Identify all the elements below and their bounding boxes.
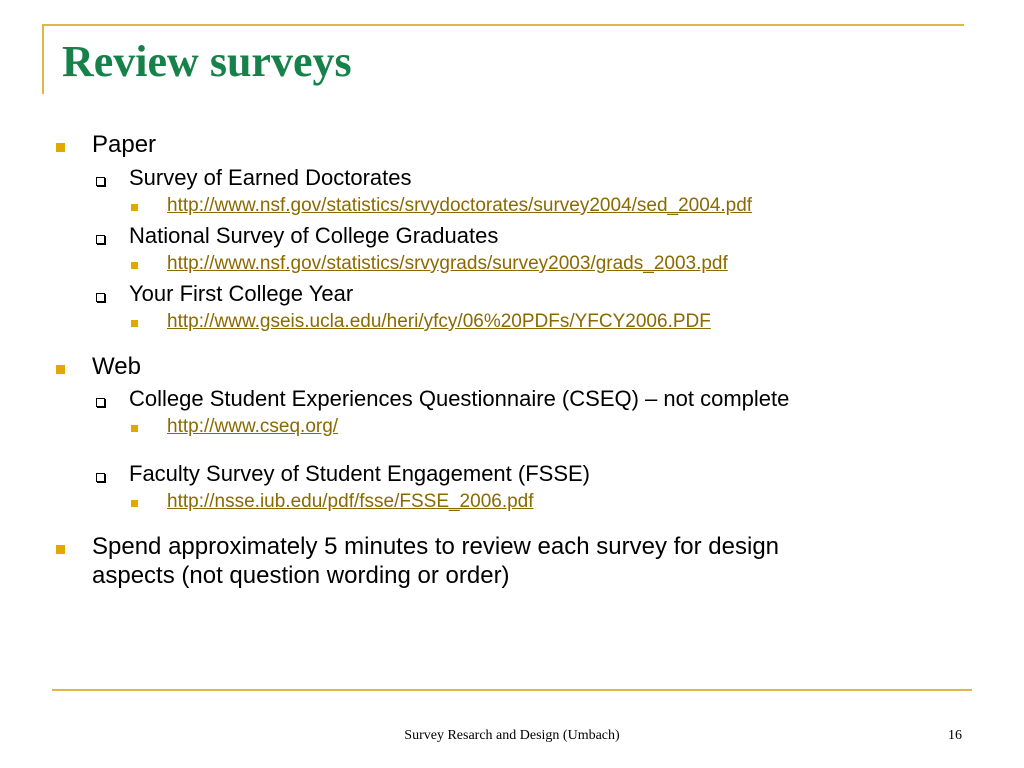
survey-earned-doctorates: Survey of Earned Doctorates (129, 165, 412, 190)
bullet-small-square-icon (131, 425, 138, 432)
bullet-square-icon (56, 365, 65, 374)
bullet-small-square-icon (131, 320, 138, 327)
footer-text: Survey Resarch and Design (Umbach) (404, 728, 620, 743)
bullet-small-square-icon (131, 262, 138, 269)
top-border-line (42, 24, 964, 26)
bullet-square-icon (56, 143, 65, 152)
cseq-questionnaire: College Student Experiences Questionnaire (CSEQ) – not complete (129, 386, 790, 411)
link-yfcy-2006[interactable]: http://www.gseis.ucla.edu/heri/yfcy/06%20PDFs/YFCY2006.PDF (167, 311, 711, 332)
checkbox-bullet-icon (96, 177, 105, 186)
checkbox-bullet-icon (96, 398, 105, 407)
fsse-survey: Faculty Survey of Student Engagement (FSSE) (129, 461, 591, 486)
spend-instruction-line2: aspects (not question wording or order) (92, 562, 510, 589)
checkbox-bullet-icon (96, 293, 105, 302)
link-fsse-2006[interactable]: http://nsse.iub.edu/pdf/fsse/FSSE_2006.pdf (167, 491, 534, 512)
bullet-web: Web (92, 353, 141, 380)
link-cseq[interactable]: http://www.cseq.org/ (167, 416, 339, 437)
slide-title: Review surveys (62, 37, 352, 86)
bullet-square-icon (56, 545, 65, 554)
footer-divider (52, 689, 972, 691)
bullet-paper: Paper (92, 131, 157, 158)
spend-instruction-line1: Spend approximately 5 minutes to review each survey for design (92, 533, 780, 560)
your-first-college-year: Your First College Year (129, 281, 354, 306)
left-border-line (42, 24, 44, 94)
link-grads-2003[interactable]: http://www.nsf.gov/statistics/srvygrads/survey2003/grads_2003.pdf (167, 253, 728, 274)
bullet-small-square-icon (131, 204, 138, 211)
national-survey-college-graduates: National Survey of College Graduates (129, 223, 499, 248)
bullet-small-square-icon (131, 500, 138, 507)
checkbox-bullet-icon (96, 473, 105, 482)
checkbox-bullet-icon (96, 235, 105, 244)
page-number: 16 (948, 728, 962, 743)
link-sed-2004[interactable]: http://www.nsf.gov/statistics/srvydoctorates/survey2004/sed_2004.pdf (167, 195, 753, 216)
